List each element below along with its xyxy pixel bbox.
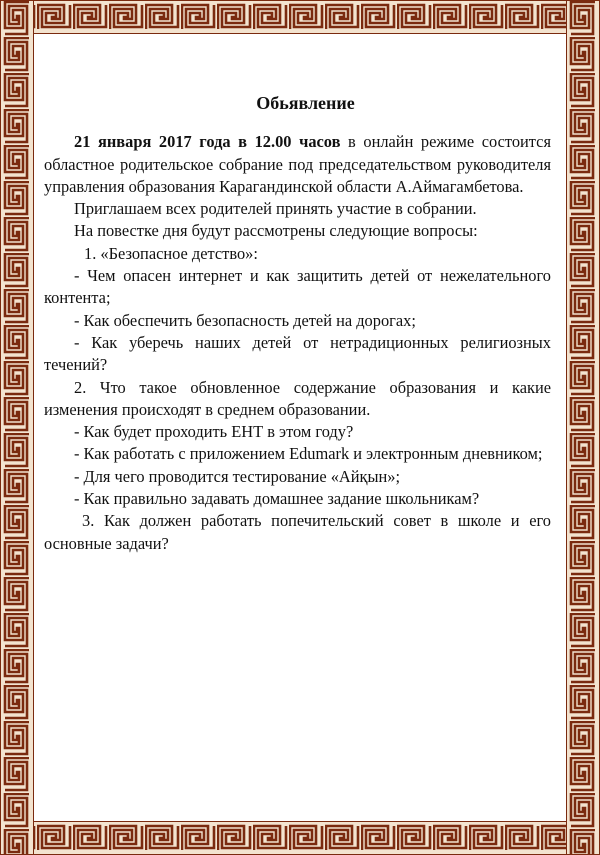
greek-key-border-left [0,0,34,855]
announcement-body [44,92,551,555]
section-1-item: - Как уберечь наших детей от нетрадиционных религиозных течений? [44,332,551,375]
greek-key-border-top [0,0,600,34]
section-2-item: - Для чего проводится тестирование «Айқын»; [74,466,401,486]
announcement-title: Обьявление [256,93,355,113]
greek-key-border-right [566,0,600,855]
greek-key-border-bottom [0,821,600,855]
invite-paragraph: Приглашаем всех родителей принять участие в собрании. [74,199,477,219]
section-2-item: - Как работать с приложением Edumark и электронным дневником; [74,444,543,464]
intro-paragraph [44,131,551,198]
section-3-heading: 3. Как должен работать попечительский совет в школе и его основные задачи? [44,511,551,553]
section-1-heading: 1. «Безопасное детство»: [84,243,258,263]
section-1-item: - Чем опасен интернет и как защитить детей от нежелательного контента; [44,266,551,308]
agenda-intro: На повестке дня будут рассмотрены следующие вопросы: [74,221,478,241]
section-2-item: - Как правильно задавать домашнее задание школьникам? [74,489,480,509]
intro-text: в онлайн режиме состоится областное родительское собрание под председательством руководителя управления образования Карагандинской области А.Аймагамбетова. [44,132,551,196]
section-2-item: - Как будет проходить ЕНТ в этом году? [74,422,354,442]
section-2-heading: 2. Что такое обновленное содержание образования и какие изменения происходят в среднем образовании. [44,377,551,419]
section-1-item: - Как обеспечить безопасность детей на дорогах; [74,310,416,330]
meeting-datetime: 21 января 2017 года в 12.00 часов [74,132,341,152]
